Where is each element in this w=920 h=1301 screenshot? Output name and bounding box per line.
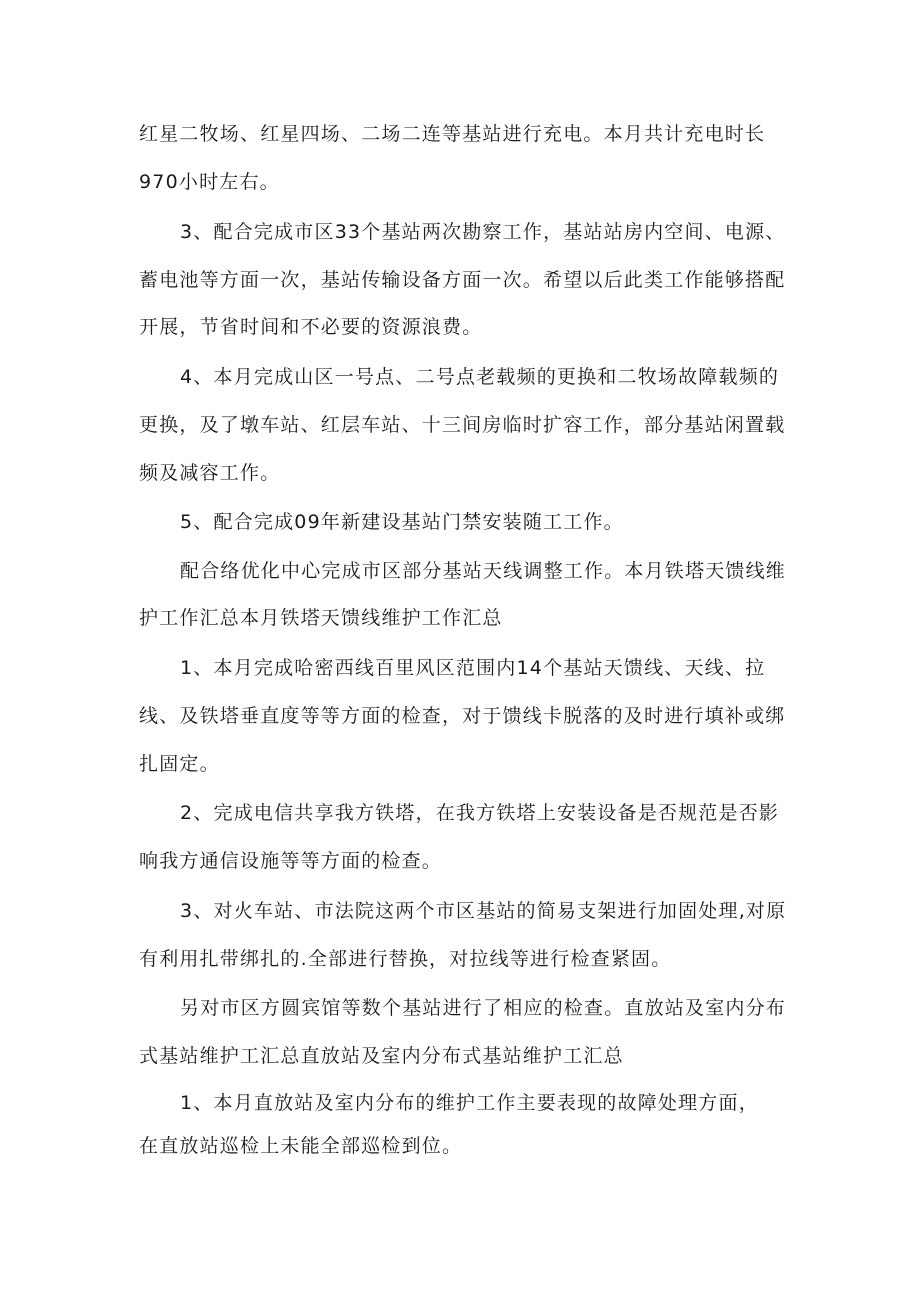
text-line: 配合络优化中心完成市区部分基站天线调整工作。本月铁塔天馈线维 (180, 560, 787, 582)
text-line: 频及减容工作。 (139, 462, 281, 484)
text-line: 响我方通信设施等等方面的检查。 (139, 850, 443, 872)
text-line: 线、及铁塔垂直度等等方面的检查，对于馈线卡脱落的及时进行填补或绑 (139, 705, 786, 727)
text-line: 1、本月直放站及室内分布的维护工作主要表现的故障处理方面， (180, 1092, 759, 1114)
text-line: 在直放站巡检上未能全部巡检到位。 (139, 1135, 463, 1157)
text-line: 蓄电池等方面一次，基站传输设备方面一次。希望以后此类工作能够搭配 (139, 269, 786, 291)
text-line: 扎固定。 (139, 753, 220, 775)
text-line: 970小时左右。 (139, 171, 280, 193)
text-line: 3、配合完成市区33个基站两次勘察工作，基站站房内空间、电源、 (180, 221, 786, 243)
text-line: 3、对火车站、市法院这两个市区基站的简易支架进行加固处理,对原 (180, 900, 787, 922)
text-line: 红星二牧场、红星四场、二场二连等基站进行充电。本月共计充电时长 (139, 123, 766, 145)
text-line: 5、配合完成09年新建设基站门禁安装随工工作。 (180, 511, 624, 533)
text-line: 4、本月完成山区一号点、二号点老载频的更换和二牧场故障载频的 (180, 366, 780, 388)
text-line: 另对市区方圆宾馆等数个基站进行了相应的检查。直放站及室内分布 (180, 997, 787, 1019)
text-line: 更换，及了墩车站、红层车站、十三间房临时扩容工作，部分基站闲置载 (139, 414, 786, 436)
text-line: 2、完成电信共享我方铁塔，在我方铁塔上安装设备是否规范是否影 (180, 802, 780, 824)
text-line: 1、本月完成哈密西线百里风区范围内14个基站天馈线、天线、拉 (180, 657, 766, 679)
text-line: 式基站维护工汇总直放站及室内分布式基站维护工汇总 (139, 1045, 624, 1067)
text-line: 护工作汇总本月铁塔天馈线维护工作汇总 (139, 607, 503, 629)
text-line: 开展，节省时间和不必要的资源浪费。 (139, 316, 483, 338)
text-line: 有利用扎带绑扎的.全部进行替换，对拉线等进行检查紧固。 (139, 948, 672, 970)
